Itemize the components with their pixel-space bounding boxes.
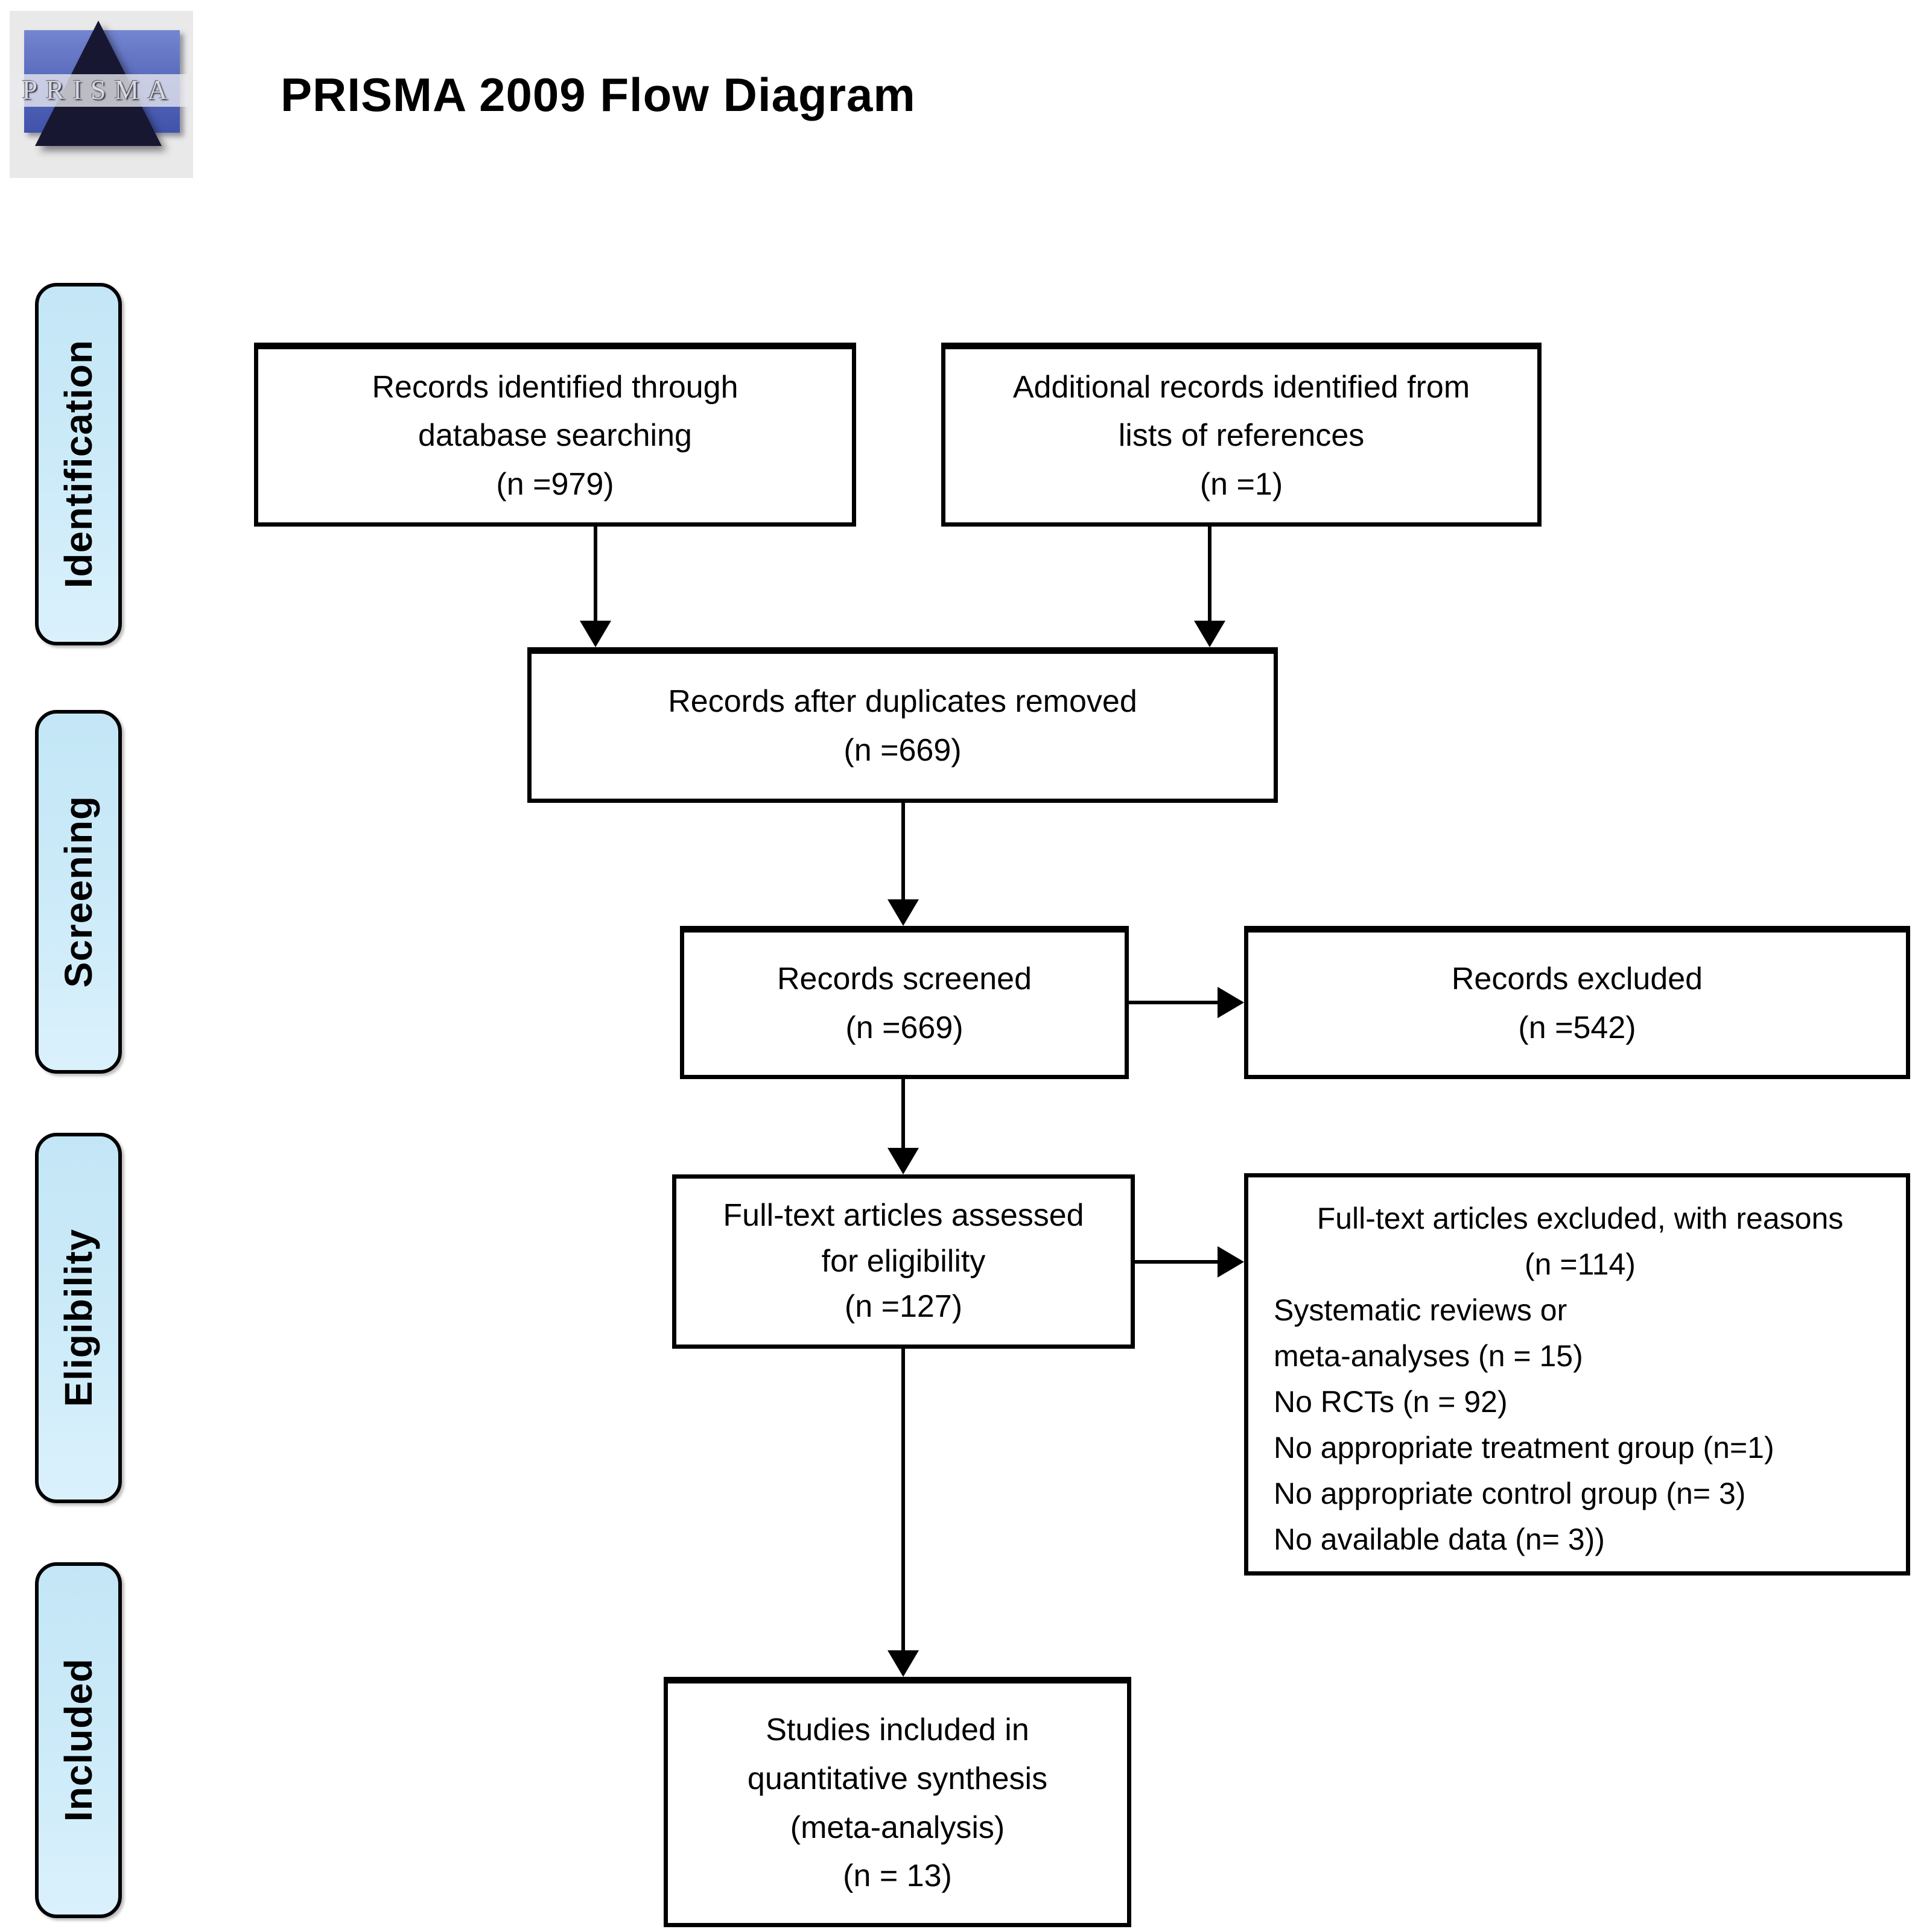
box-text-line: (meta-analysis) <box>790 1810 1005 1845</box>
arrowhead-down-icon <box>888 1148 919 1174</box>
exclusion-reason: No appropriate treatment group (n=1) <box>1274 1431 1774 1465</box>
box-text-line: Full-text articles assessed <box>723 1198 1084 1234</box>
phase-text: Screening <box>57 796 100 988</box>
phase-label-eligibility <box>35 1133 122 1503</box>
box-text-line: quantitative synthesis <box>747 1761 1048 1796</box>
box-records-identified <box>254 343 856 527</box>
arrow-fulltext-to-included <box>901 1349 905 1652</box>
phase-text: Identification <box>57 340 100 589</box>
phase-text: Eligibility <box>57 1229 100 1407</box>
arrowhead-down-icon <box>888 1650 919 1677</box>
logo-wordmark: PRISMA <box>22 74 176 105</box>
arrowhead-down-icon <box>1194 621 1225 647</box>
box-text-line: (n =114) <box>1525 1247 1636 1281</box>
arrow-additional-to-dedup <box>1208 527 1211 623</box>
phase-text: Included <box>57 1658 100 1822</box>
box-text-line: database searching <box>418 418 692 454</box>
box-text-line: (n =979) <box>496 466 614 502</box>
box-fulltext-assessed <box>672 1174 1135 1349</box>
box-text-line: Records after duplicates removed <box>668 684 1137 720</box>
box-text-line: (n = 13) <box>843 1858 952 1894</box>
arrow-dedup-to-screened <box>901 803 905 902</box>
box-text-line: (n =542) <box>1518 1010 1636 1045</box>
phase-label-screening <box>35 710 122 1074</box>
arrowhead-right-icon <box>1218 987 1244 1018</box>
box-text-line: lists of references <box>1118 418 1365 454</box>
box-additional-records <box>941 343 1542 527</box>
box-text-line: (n =669) <box>845 1010 964 1045</box>
prisma-logo <box>10 11 193 178</box>
box-records-excluded <box>1244 926 1910 1079</box>
arrowhead-down-icon <box>888 899 919 926</box>
exclusion-reason: meta-analyses (n = 15) <box>1274 1339 1583 1373</box>
phase-label-included <box>35 1562 122 1918</box>
exclusion-reason: No RCTs (n = 92) <box>1274 1385 1508 1419</box>
box-duplicates-removed <box>527 647 1278 803</box>
box-text-line: Additional records identified from <box>1012 369 1470 405</box>
box-text-line: Studies included in <box>766 1712 1029 1748</box>
box-text-line: for eligibility <box>821 1243 986 1279</box>
arrow-screened-to-excluded <box>1129 1001 1219 1004</box>
box-records-screened <box>680 926 1129 1079</box>
box-text-line: Records screened <box>777 961 1032 997</box>
box-text-line: (n =1) <box>1199 466 1283 502</box>
arrowhead-right-icon <box>1218 1246 1244 1278</box>
box-text-line: (n =669) <box>843 733 962 768</box>
arrow-fulltext-to-excluded <box>1135 1260 1218 1264</box>
arrow-screened-to-fulltext <box>901 1079 905 1150</box>
box-text-line: Records excluded <box>1451 961 1703 997</box>
box-text-line: Full-text articles excluded, with reasons <box>1316 1202 1844 1235</box>
box-text-line: (n =127) <box>844 1289 963 1325</box>
arrowhead-down-icon <box>580 621 611 647</box>
page-title: PRISMA 2009 Flow Diagram <box>281 68 916 121</box>
exclusion-reason: No appropriate control group (n= 3) <box>1274 1477 1746 1510</box>
exclusion-reason: No available data (n= 3)) <box>1274 1522 1605 1556</box>
box-studies-included <box>664 1677 1131 1927</box>
arrow-db-to-dedup <box>594 527 597 623</box>
exclusion-reason: Systematic reviews or <box>1274 1293 1567 1327</box>
box-text-line: Records identified through <box>372 369 738 405</box>
box-fulltext-excluded <box>1244 1173 1910 1576</box>
phase-label-identification <box>35 283 122 645</box>
